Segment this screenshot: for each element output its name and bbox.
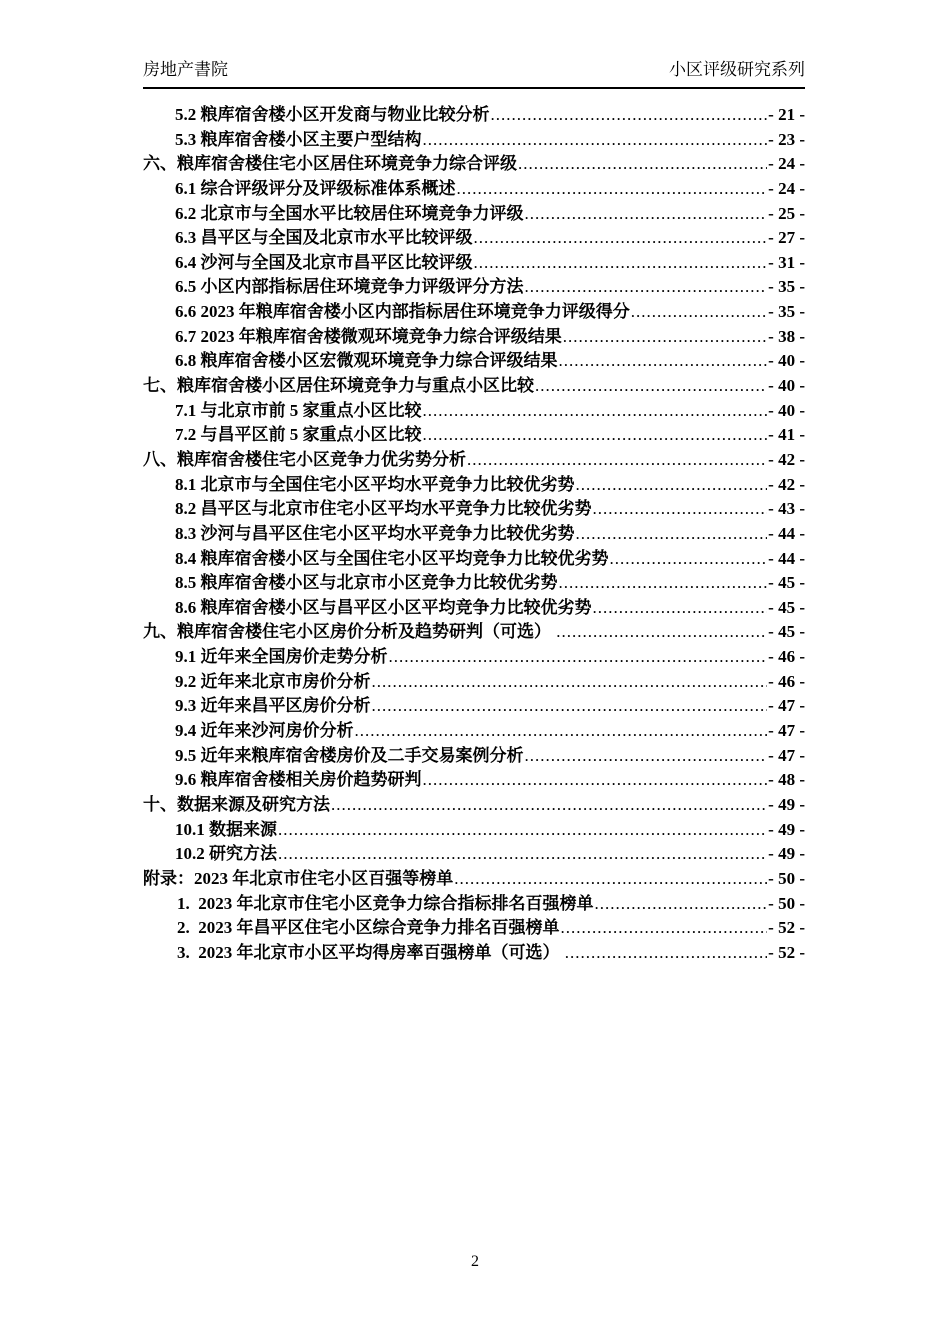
toc-entry-label: 10.2 研究方法: [175, 844, 277, 864]
toc-entry-page: - 35 -: [768, 277, 805, 297]
toc-entry[interactable]: [143, 818, 805, 843]
toc-entry[interactable]: [143, 867, 805, 892]
toc-dot-leader: [372, 670, 768, 695]
toc-entry-label: 8.1 北京市与全国住宅小区平均水平竞争力比较优劣势: [175, 474, 575, 494]
toc-entry-page: - 47 -: [768, 721, 805, 741]
toc-entry[interactable]: [143, 719, 805, 744]
toc-entry[interactable]: [143, 522, 805, 547]
toc-entry[interactable]: [143, 325, 805, 350]
toc-entry-label: 6.6 2023 年粮库宿舍楼小区内部指标居住环境竞争力评级得分: [175, 302, 630, 322]
toc-entry-page: - 24 -: [768, 154, 805, 174]
toc-entry-label: 8.4 粮库宿舍楼小区与全国住宅小区平均竞争力比较优劣势: [175, 548, 609, 568]
toc-entry-label: 附录：2023 年北京市住宅小区百强等榜单: [143, 868, 454, 888]
toc-entry-label: 6.1 综合评级评分及评级标准体系概述: [175, 178, 456, 198]
toc-entry-label: 9.3 近年来昌平区房价分析: [175, 696, 371, 716]
toc-entry-page: - 41 -: [768, 425, 805, 445]
toc-entry-page: - 42 -: [768, 474, 805, 494]
toc-dot-leader: [491, 103, 768, 128]
toc-entry-label: 6.7 2023 年粮库宿舍楼微观环境竞争力综合评级结果: [175, 326, 562, 346]
toc-entry[interactable]: [143, 473, 805, 498]
toc-dot-leader: [559, 349, 768, 374]
toc-dot-leader: [474, 251, 768, 276]
toc-entry-page: - 47 -: [768, 745, 805, 765]
toc-entry-page: - 40 -: [768, 376, 805, 396]
toc-entry-page: - 47 -: [768, 696, 805, 716]
toc-entry-page: - 45 -: [768, 622, 805, 642]
toc-entry[interactable]: [143, 275, 805, 300]
toc-entry-page: - 42 -: [768, 449, 805, 469]
toc-dot-leader: [631, 300, 767, 325]
toc-entry-page: - 27 -: [768, 228, 805, 248]
toc-entry-page: - 23 -: [768, 129, 805, 149]
toc-entry-page: - 25 -: [768, 203, 805, 223]
toc-entry-label: 9.4 近年来沙河房价分析: [175, 721, 354, 741]
toc-dot-leader: [525, 275, 768, 300]
toc-entry-label: 9.1 近年来全国房价走势分析: [175, 647, 388, 667]
toc-dot-leader: [423, 399, 768, 424]
toc-dot-leader: [372, 694, 768, 719]
toc-dot-leader: [423, 423, 768, 448]
toc-entry-label: 5.2 粮库宿舍楼小区开发商与物业比较分析: [175, 105, 490, 124]
toc-entry-label: 6.3 昌平区与全国及北京市水平比较评级: [175, 228, 473, 248]
toc-entry-label: 9.5 近年来粮库宿舍楼房价及二手交易案例分析: [175, 745, 524, 765]
page-header: [143, 59, 805, 81]
toc-entry-page: - 52 -: [768, 918, 805, 938]
toc-entry-page: - 48 -: [768, 770, 805, 790]
toc-entry-page: - 50 -: [768, 893, 805, 913]
toc-entry[interactable]: [143, 596, 805, 621]
toc-dot-leader: [563, 325, 767, 350]
toc-entry-label: 六、粮库宿舍楼住宅小区居住环境竞争力综合评级: [143, 154, 517, 174]
toc-entry[interactable]: [143, 645, 805, 670]
toc-entry-page: - 50 -: [768, 868, 805, 888]
toc-entry-page: - 46 -: [768, 647, 805, 667]
toc-dot-leader: [278, 842, 767, 867]
toc-entry-label: 8.5 粮库宿舍楼小区与北京市小区竞争力比较优劣势: [175, 573, 558, 593]
toc-entry[interactable]: [143, 103, 805, 128]
toc-entry[interactable]: [143, 251, 805, 276]
toc-entry-label: 9.2 近年来北京市房价分析: [175, 671, 371, 691]
toc-entry-label: 7.2 与昌平区前 5 家重点小区比较: [175, 425, 422, 445]
toc-dot-leader: [525, 202, 768, 227]
toc-entry[interactable]: [143, 226, 805, 251]
toc-entry-page: - 40 -: [768, 400, 805, 420]
toc-entry[interactable]: [143, 916, 805, 941]
toc-entry-page: - 46 -: [768, 671, 805, 691]
toc-entry[interactable]: [143, 128, 805, 153]
toc-entry[interactable]: [143, 941, 805, 966]
toc-entry-label: 十、数据来源及研究方法: [143, 794, 330, 814]
toc-dot-leader: [576, 522, 768, 547]
toc-dot-leader: [561, 916, 768, 941]
toc-dot-leader: [593, 596, 768, 621]
toc-entry-label: 8.2 昌平区与北京市住宅小区平均水平竞争力比较优劣势: [175, 499, 592, 519]
toc-entry[interactable]: [143, 892, 805, 917]
toc-entry-label: 6.8 粮库宿舍楼小区宏微观环境竞争力综合评级结果: [175, 351, 558, 371]
toc-entry-label: 6.5 小区内部指标居住环境竞争力评级评分方法: [175, 277, 524, 297]
toc-entry-label: 2. 2023 年昌平区住宅小区综合竞争力排名百强榜单: [177, 918, 560, 938]
toc-dot-leader: [423, 128, 768, 153]
toc-entry-label: 七、粮库宿舍楼小区居住环境竞争力与重点小区比较: [143, 376, 534, 396]
toc-entry[interactable]: [143, 349, 805, 374]
toc-entry-label: 八、粮库宿舍楼住宅小区竞争力优劣势分析: [143, 449, 466, 469]
toc-entry-page: - 40 -: [768, 351, 805, 371]
page-number: 2: [471, 1253, 479, 1270]
toc-entry[interactable]: [143, 202, 805, 227]
toc-entry-label: 6.2 北京市与全国水平比较居住环境竞争力评级: [175, 203, 524, 223]
toc-entry[interactable]: [143, 842, 805, 867]
toc-dot-leader: [278, 818, 767, 843]
table-of-contents: [143, 103, 805, 965]
toc-dot-leader: [518, 152, 767, 177]
toc-entry[interactable]: [143, 744, 805, 769]
toc-entry[interactable]: [143, 448, 805, 473]
toc-entry[interactable]: [143, 300, 805, 325]
toc-dot-leader: [423, 768, 768, 793]
toc-entry-label: 9.6 粮库宿舍楼相关房价趋势研判: [175, 770, 422, 790]
toc-entry[interactable]: [143, 793, 805, 818]
toc-entry[interactable]: [143, 374, 805, 399]
toc-dot-leader: [474, 226, 768, 251]
toc-dot-leader: [457, 177, 768, 202]
toc-dot-leader: [565, 941, 767, 966]
toc-dot-leader: [331, 793, 767, 818]
toc-dot-leader: [556, 620, 767, 645]
toc-entry-page: - 44 -: [768, 548, 805, 568]
toc-entry[interactable]: [143, 547, 805, 572]
toc-entry[interactable]: [143, 399, 805, 424]
toc-entry[interactable]: [143, 694, 805, 719]
header-rule: [143, 87, 805, 89]
toc-entry[interactable]: [143, 497, 805, 522]
toc-entry-page: - 49 -: [768, 794, 805, 814]
toc-entry-page: - 24 -: [768, 178, 805, 198]
toc-entry-page: - 49 -: [768, 819, 805, 839]
toc-entry-page: - 38 -: [768, 326, 805, 346]
toc-dot-leader: [593, 497, 768, 522]
toc-dot-leader: [355, 719, 768, 744]
toc-entry[interactable]: [143, 571, 805, 596]
toc-entry-page: - 35 -: [768, 302, 805, 322]
toc-entry-label: 6.4 沙河与全国及北京市昌平区比较评级: [175, 252, 473, 272]
toc-dot-leader: [389, 645, 768, 670]
toc-entry-label: 10.1 数据来源: [175, 819, 277, 839]
toc-dot-leader: [535, 374, 767, 399]
toc-entry[interactable]: [143, 768, 805, 793]
toc-entry-label: 8.6 粮库宿舍楼小区与昌平区小区平均竞争力比较优劣势: [175, 597, 592, 617]
toc-dot-leader: [559, 571, 768, 596]
page-footer: [0, 1252, 950, 1272]
toc-dot-leader: [576, 473, 768, 498]
toc-entry-label: 1. 2023 年北京市住宅小区竞争力综合指标排名百强榜单: [177, 893, 594, 913]
toc-entry-label: 3. 2023 年北京市小区平均得房率百强榜单（可选）: [177, 942, 564, 962]
toc-entry[interactable]: [143, 620, 805, 645]
toc-entry-label: 5.3 粮库宿舍楼小区主要户型结构: [175, 129, 422, 149]
toc-entry[interactable]: [143, 670, 805, 695]
toc-dot-leader: [454, 867, 767, 892]
toc-entry-page: - 21 -: [768, 105, 805, 124]
toc-entry[interactable]: [143, 152, 805, 177]
toc-dot-leader: [595, 892, 768, 917]
toc-entry-label: 8.3 沙河与昌平区住宅小区平均水平竞争力比较优劣势: [175, 523, 575, 543]
toc-dot-leader: [467, 448, 767, 473]
header-left-text: 房地产書院: [143, 60, 228, 79]
toc-entry-page: - 44 -: [768, 523, 805, 543]
toc-entry-page: - 43 -: [768, 499, 805, 519]
toc-entry-label: 7.1 与北京市前 5 家重点小区比较: [175, 400, 422, 420]
toc-entry-page: - 31 -: [768, 252, 805, 272]
toc-entry[interactable]: [143, 423, 805, 448]
toc-dot-leader: [610, 547, 768, 572]
toc-dot-leader: [525, 744, 768, 769]
toc-entry-page: - 52 -: [768, 942, 805, 962]
header-right-text: 小区评级研究系列: [669, 60, 805, 79]
toc-entry-page: - 45 -: [768, 573, 805, 593]
toc-entry-page: - 49 -: [768, 844, 805, 864]
toc-entry-page: - 45 -: [768, 597, 805, 617]
toc-entry[interactable]: [143, 177, 805, 202]
toc-entry-label: 九、粮库宿舍楼住宅小区房价分析及趋势研判（可选）: [143, 622, 556, 642]
